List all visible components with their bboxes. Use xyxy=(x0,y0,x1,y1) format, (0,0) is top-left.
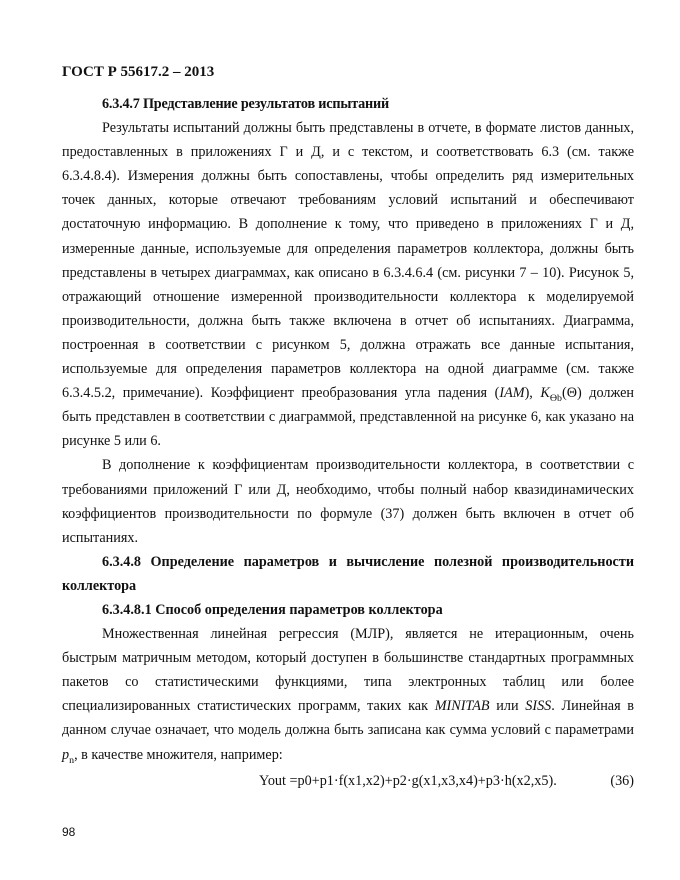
paragraph-text: или xyxy=(489,698,526,715)
section-heading: 6.3.4.7 Представление результатов испытаний xyxy=(102,96,389,112)
paragraph-text: Результаты испытаний должны быть представлены в отчете, в формате листов данных, предоставленных в приложениях Г и Д, и с текстом, и соответствовать 6.3 (см. также 6.3.4.8.4). Измерения должны быть сопоставлены, чтобы определить ряд измерительных точек данных, которые отвечают требованиям условий испытаний и обеспечивают достаточную информацию. В дополнение к тому, что приведено в приложениях Г и Д, измеренные данные, используемые для определения параметров коллектора, должны быть представлены в четырех диаграммах, как описано в 6.3.4.6.4 (см. рисунки 7 – 10). Рисунок 5, отражающий отношение измеренной производительности коллектора к моделируемой производительности, должна быть также включена в отчет об испытаниях. Диаграмма, построенная в соответствии с рисунком 5, должна отражать все данные испытания, используемые для определения параметров коллектора на одной диаграмме (см. также 6.3.4.5.2, примечание). Коэффициент преобразования угла падения ( xyxy=(62,120,634,402)
paragraph-results xyxy=(62,116,634,453)
standard-header: ГОСТ Р 55617.2 – 2013 xyxy=(62,64,215,80)
k-subscript: Өb xyxy=(549,392,563,404)
formula-row xyxy=(62,769,634,793)
paragraph-text: Множественная линейная регрессия (МЛР), является не итерационным, очень быстрым матричным методом, который доступен в большинстве стандартных программных пакетов со статистическими функциями, типа электронных таблиц или более специализированных статистических программ, таких как xyxy=(62,626,634,715)
k-symbol: K xyxy=(540,385,550,402)
paragraph-text: ), xyxy=(524,385,541,402)
paragraph-text: . Линейная в данном случае означает, что модель должна быть записана как сумма условий с параметрами xyxy=(62,698,635,739)
regression-formula: Yout =p0+p1·f(x1,x2)+p2·g(x1,x3,x4)+p3·h(x2,x5). xyxy=(259,772,557,789)
paragraph-regression xyxy=(62,622,634,767)
iam-term: IAM xyxy=(499,385,525,402)
siss-term: SISS xyxy=(525,698,552,715)
subsubsection-heading: 6.3.4.8.1 Способ определения параметров коллектора xyxy=(102,601,443,618)
formula-number: (36) xyxy=(610,772,634,789)
subsection-heading: 6.3.4.8 Определение параметров и вычисление полезной производительности коллектора xyxy=(62,553,634,594)
paragraph-text: (Θ) должен быть представлен в соответствии с диаграммой, представленной на рисунке 6, как указано на рисунке 5 или 6. xyxy=(62,385,634,450)
pn-subscript: n xyxy=(69,754,75,766)
paragraph-coefficients: В дополнение к коэффициентам производительности коллектора, в соответствии с требованиями приложений Г или Д, необходимо, чтобы полный набор квазидинамических коэффициентов производительности по формуле (37) должен быть включен в отчет об испытаниях. xyxy=(62,457,634,546)
paragraph-text: , в качестве множителя, например: xyxy=(74,746,283,763)
minitab-term: MINITAB xyxy=(434,698,490,715)
document-body xyxy=(62,92,634,793)
page-number: 98 xyxy=(62,825,76,839)
pn-symbol: p xyxy=(62,746,70,763)
